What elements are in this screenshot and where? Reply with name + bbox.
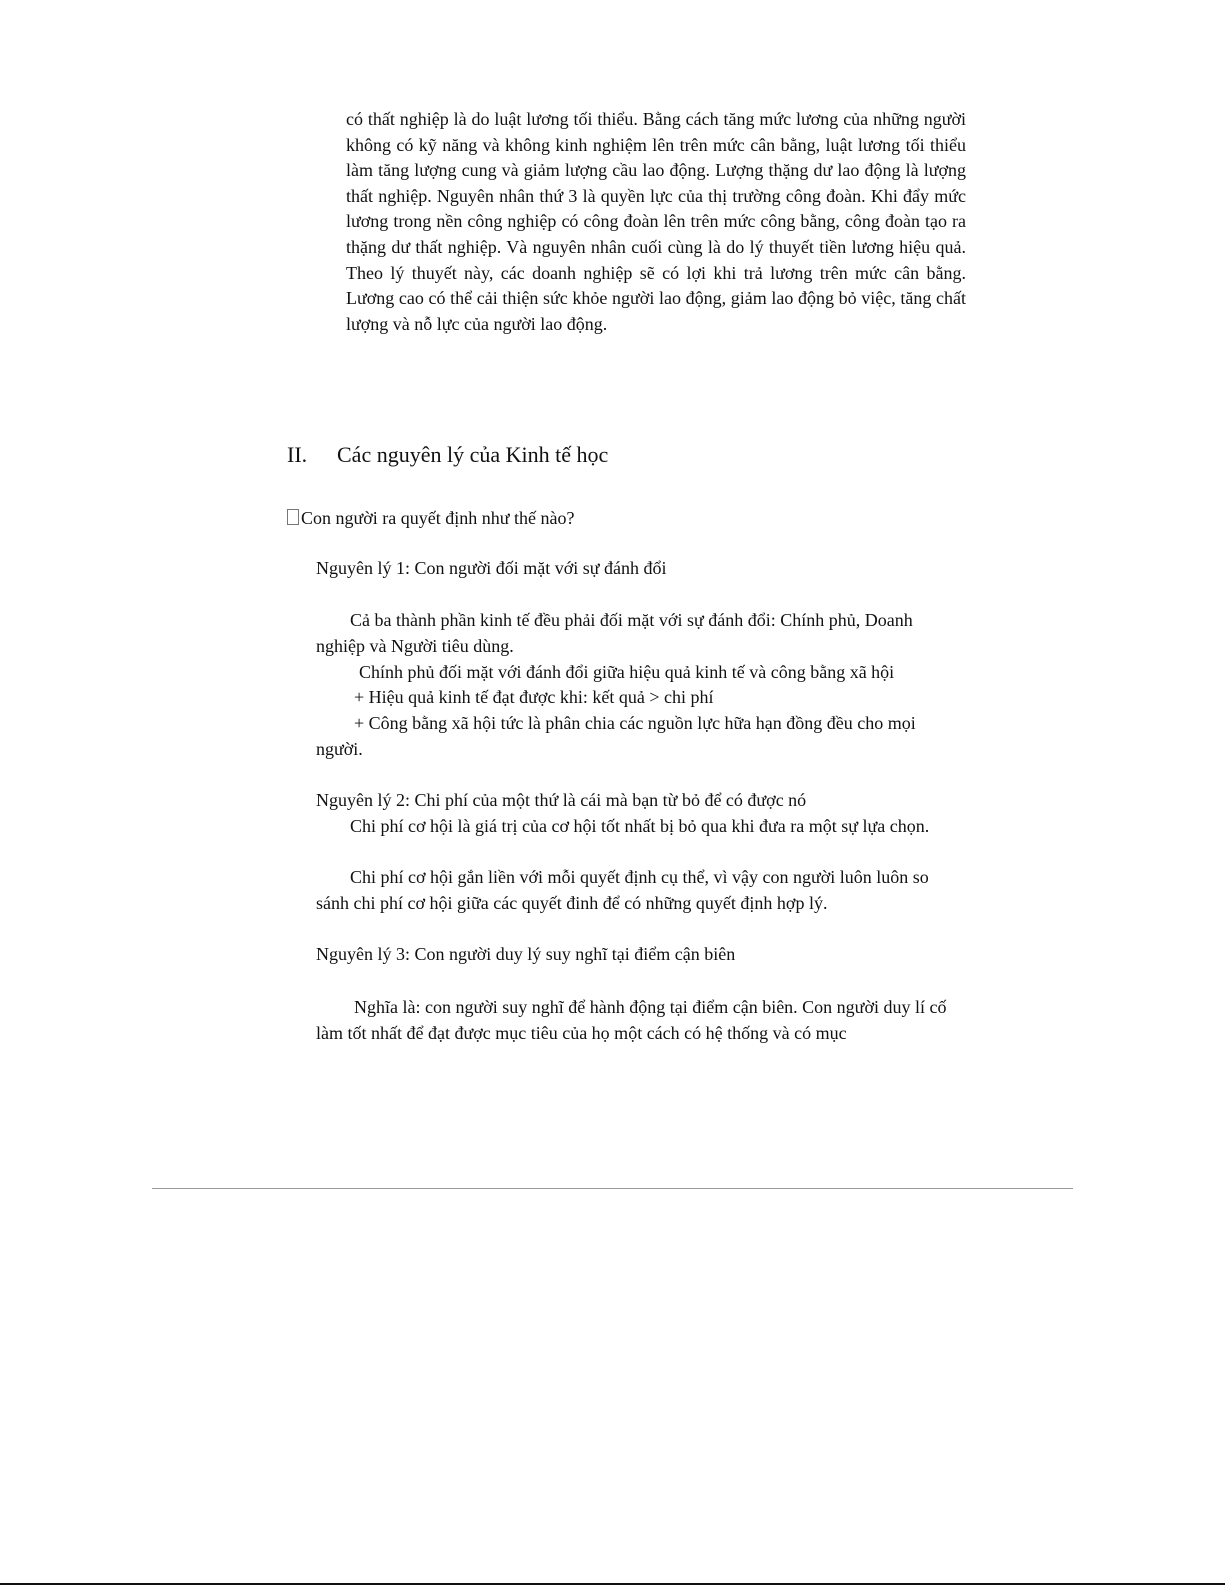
principle-1-title: Nguyên lý 1: Con người đối mặt với sự đánh đổi [316,558,667,578]
principle-2-paragraph-1: Chi phí cơ hội là giá trị của cơ hội tốt nhất bị bỏ qua khi đưa ra một sự lựa chọn. [350,816,930,836]
page-footer-divider [152,1188,1073,1189]
bullet-box-icon [287,509,299,525]
question-text: Con người ra quyết định như thế nào? [301,508,575,528]
principle-3-title: Nguyên lý 3: Con người duy lý suy nghĩ tại điểm cận biên [316,944,736,964]
section-heading [287,441,608,469]
principle-1-paragraph-3: + Hiệu quả kinh tế đạt được khi: kết quả > chi phí [354,687,714,707]
section-title: Các nguyên lý của Kinh tế học [337,442,609,467]
principle-3-paragraph-1: Nghĩa là: con người suy nghĩ để hành động tại điểm cận biên. Con người duy lí cố làm tốt nhất để đạt được mục tiêu của họ một cách có hệ thống và có mục [316,997,947,1043]
question-line [287,506,574,532]
principle-2-paragraph-2: Chi phí cơ hội gắn liền với mỗi quyết định cụ thể, vì vậy con người luôn luôn so sánh chi phí cơ hội giữa các quyết đinh để có những quyết định hợp lý. [316,867,929,913]
principle-1-paragraph-2: Chính phủ đối mặt với đánh đổi giữa hiệu quả kinh tế và công bằng xã hội [359,662,895,682]
principle-2-title: Nguyên lý 2: Chi phí của một thứ là cái mà bạn từ bỏ để có được nó [316,790,807,810]
section-number: II. [287,442,308,467]
principle-1-paragraph-1: Cả ba thành phần kinh tế đều phải đối mặt với sự đánh đổi: Chính phủ, Doanh nghiệp và Người tiêu dùng. [316,610,913,656]
paragraph-unemployment-causes: có thất nghiệp là do luật lương tối thiểu. Bằng cách tăng mức lương của những người không có kỹ năng và không kinh nghiệm lên trên mức cân bằng, luật lương tối thiểu làm tăng lượng cung và giảm lượng cầu lao động. Lượng thặng dư lao động là lượng thất nghiệp. Nguyên nhân thứ 3 là quyền lực của thị trường công đoàn. Khi đẩy mức lương trong nền công nghiệp có công đoàn lên trên mức công bằng, công đoàn tạo ra thặng dư thất nghiệp. Và nguyên nhân cuối cùng là do lý thuyết tiền lương hiệu quả. Theo lý thuyết này, các doanh nghiệp sẽ có lợi khi trả lương trên mức cân bằng. Lương cao có thể cải thiện sức khỏe người lao động, giảm lao động bỏ việc, tăng chất lượng và nỗ lực của người lao động. [346,109,966,334]
principle-1-paragraph-4: + Công bằng xã hội tức là phân chia các nguồn lực hữa hạn đồng đều cho mọi người. [316,713,916,759]
